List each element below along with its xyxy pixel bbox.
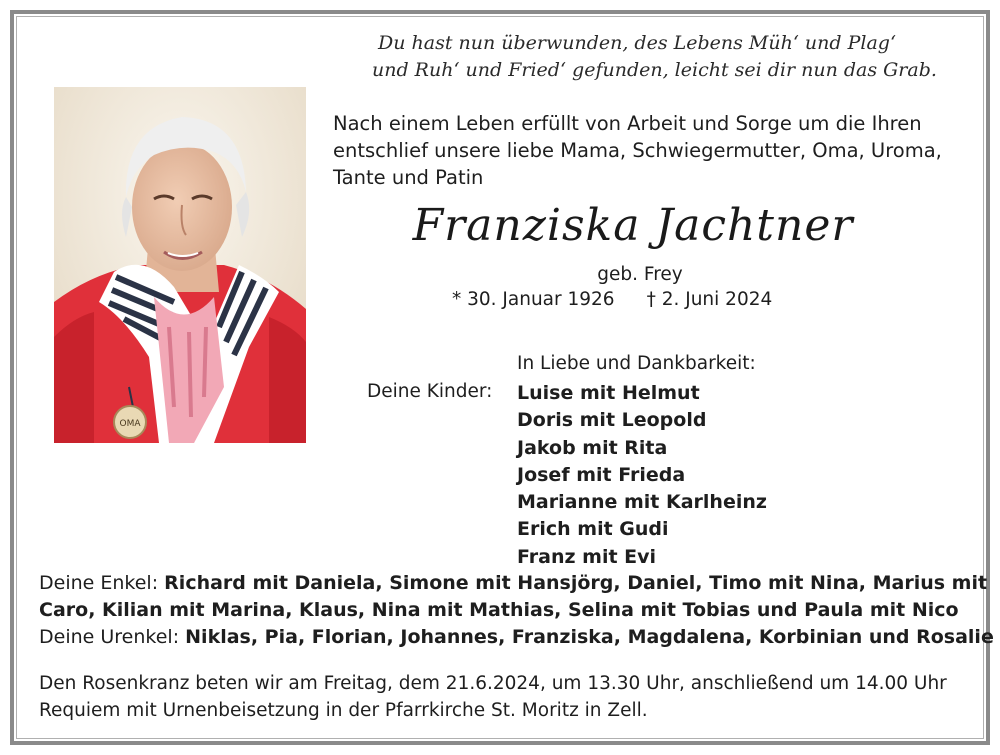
verse-line-2: und Ruh‘ und Fried‘ gefunden, leicht sei dir nun das Grab.	[372, 59, 937, 81]
intro-line-3: Tante und Patin	[333, 166, 484, 189]
service-info	[39, 670, 974, 724]
intro-line-2: entschlief unsere liebe Mama, Schwiegermutter, Oma, Uroma,	[333, 139, 942, 162]
intro-line-1: Nach einem Leben erfüllt von Arbeit und Sorge um die Ihren	[333, 112, 922, 135]
grandchildren-block	[39, 570, 994, 651]
service-line-2: Requiem mit Urnenbeisetzung in der Pfarrkirche St. Moritz in Zell.	[39, 700, 648, 721]
great-grandchildren-label: Deine Urenkel:	[39, 626, 180, 648]
grandchildren-label: Deine Enkel:	[39, 572, 159, 594]
list-item: Erich mit Gudi	[517, 518, 669, 541]
birth-date: * 30. Januar 1926	[452, 289, 615, 310]
list-item: Josef mit Frieda	[517, 463, 686, 486]
maiden-name: geb. Frey	[597, 264, 683, 285]
children-list	[517, 380, 767, 571]
service-line-1: Den Rosenkranz beten wir am Freitag, dem 21.6.2024, um 13.30 Uhr, anschließend um 14.00 Uhr	[39, 673, 947, 694]
verse-line-1: Du hast nun überwunden, des Lebens Müh‘ und Plag‘	[378, 32, 897, 54]
list-item: Franz mit Evi	[517, 545, 657, 568]
thanks-line: In Liebe und Dankbarkeit:	[517, 353, 756, 374]
list-item: Jakob mit Rita	[517, 436, 668, 459]
list-item: Doris mit Leopold	[517, 409, 707, 432]
portrait-photo	[54, 87, 306, 443]
list-item: Marianne mit Karlheinz	[517, 491, 767, 514]
grandchildren-line-1: Richard mit Daniela, Simone mit Hansjörg, Daniel, Timo mit Nina, Marius mit	[164, 572, 988, 594]
pendant-label: OMA	[119, 419, 141, 429]
life-dates	[452, 289, 772, 310]
list-item: Luise mit Helmut	[517, 382, 700, 404]
death-date: † 2. Juni 2024	[646, 289, 773, 310]
memorial-verse	[372, 30, 972, 84]
intro-text	[333, 110, 973, 191]
deceased-name: Franziska Jachtner	[412, 200, 854, 251]
grandchildren-line-2: Caro, Kilian mit Marina, Klaus, Nina mit Mathias, Selina mit Tobias und Paula mit Nico	[39, 599, 959, 621]
great-grandchildren-names: Niklas, Pia, Florian, Johannes, Franziska, Magdalena, Korbinian und Rosalie	[185, 626, 994, 648]
children-label: Deine Kinder:	[367, 381, 493, 402]
